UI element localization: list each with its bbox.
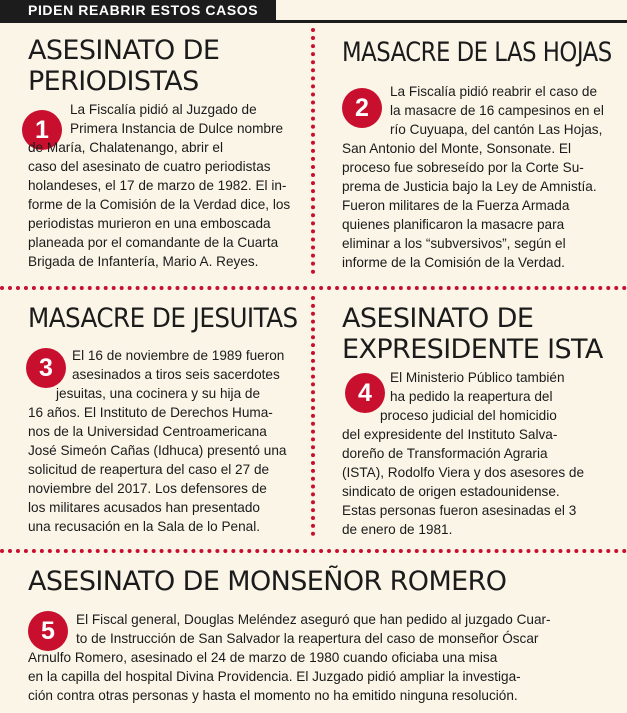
body-line: to de Instrucción de San Salvador la reapertura del caso de monseñor Óscar bbox=[76, 631, 539, 646]
divider-vertical-bottom bbox=[311, 296, 315, 536]
case-number-badge: 3 bbox=[26, 348, 66, 388]
header-title: PIDEN REABRIR ESTOS CASOS bbox=[0, 0, 276, 20]
case-title-line: EXPRESIDENTE ISTA bbox=[342, 334, 603, 365]
case-title-line: PERIODISTAS bbox=[28, 66, 199, 97]
body-line: Fueron militares de la Fuerza Armada bbox=[342, 198, 570, 213]
body-line: caso del asesinato de cuatro periodistas bbox=[28, 159, 271, 174]
divider-horizontal-bottom bbox=[0, 549, 627, 553]
body-line: una recusación en la Sala de lo Penal. bbox=[28, 519, 261, 534]
divider-vertical-top bbox=[311, 28, 315, 274]
body-line: de María, Chalatenango, abrir el bbox=[28, 140, 223, 155]
body-line: proceso fue sobreseído por la Corte Su- bbox=[342, 160, 584, 175]
body-line: nos de la Universidad Centroamericana bbox=[28, 424, 267, 439]
body-line: Brigada de Infantería, Mario A. Reyes. bbox=[28, 254, 259, 269]
body-line: José Simeón Cañas (Idhuca) presentó una bbox=[28, 443, 287, 458]
body-line: El Ministerio Público también bbox=[390, 370, 565, 385]
case-title-line: MASACRE DE JESUITAS bbox=[28, 303, 298, 334]
case-number-badge: 2 bbox=[342, 88, 382, 128]
case-body bbox=[28, 610, 613, 705]
body-line: La Fiscalía pidió al Juzgado de bbox=[70, 102, 257, 117]
body-line: holandeses, el 17 de marzo de 1982. El in- bbox=[28, 178, 287, 193]
body-line: planeada por el comandante de la Cuarta bbox=[28, 235, 279, 250]
body-line: prema de Justicia bajo la Ley de Amnistía. bbox=[342, 179, 597, 194]
divider-horizontal-middle bbox=[0, 286, 627, 290]
body-line: eliminar a los “subversivos”, según el bbox=[342, 236, 566, 251]
body-line: La Fiscalía pidió reabrir el caso de bbox=[390, 84, 598, 99]
body-line: sindicato de origen estadounidense. bbox=[342, 484, 560, 499]
case-title-line: ASESINATO DE bbox=[342, 303, 534, 334]
case-number-badge: 4 bbox=[345, 373, 385, 413]
body-line: forme de la Comisión de la Verdad dice, los bbox=[28, 197, 291, 212]
body-line: ción contra otras personas y hasta el momento no ha emitido ninguna resolución. bbox=[28, 688, 518, 703]
body-line: jesuitas, una cocinera y su hija de bbox=[56, 386, 261, 401]
case-body bbox=[28, 100, 290, 271]
body-line: asesinados a tiros seis sacerdotes bbox=[72, 367, 280, 382]
body-line: Arnulfo Romero, asesinado el 24 de marzo de 1980 cuando oficiaba una misa bbox=[28, 650, 498, 665]
case-body bbox=[342, 82, 608, 272]
case-title-line: MASACRE DE LAS HOJAS bbox=[342, 37, 612, 68]
body-line: río Cuyuapa, del cantón Las Hojas, bbox=[390, 122, 603, 137]
case-number-badge: 1 bbox=[22, 110, 62, 150]
body-line: informe de la Comisión de la Verdad. bbox=[342, 255, 565, 270]
body-line: la masacre de 16 campesinos en el bbox=[390, 103, 604, 118]
body-line: periodistas murieron en una emboscada bbox=[28, 216, 271, 231]
case-body bbox=[342, 368, 608, 539]
body-line: de enero de 1981. bbox=[342, 522, 453, 537]
body-line: proceso judicial del homicidio bbox=[380, 408, 557, 423]
body-line: noviembre del 2017. Los defensores de bbox=[28, 481, 267, 496]
body-line: ha pedido la reapertura del bbox=[390, 389, 553, 404]
body-line: El 16 de noviembre de 1989 fueron bbox=[72, 348, 285, 363]
body-line: (ISTA), Rodolfo Viera y dos asesores de bbox=[342, 465, 585, 480]
case-number-badge: 5 bbox=[28, 611, 68, 651]
body-line: del expresidente del Instituto Salva- bbox=[342, 427, 558, 442]
body-line: en la capilla del hospital Divina Providencia. El Juzgado pidió ampliar la investiga- bbox=[28, 669, 521, 684]
body-line: 16 años. El Instituto de Derechos Huma- bbox=[28, 405, 273, 420]
case-title-line: ASESINATO DE MONSEÑOR ROMERO bbox=[28, 566, 507, 597]
body-line: quienes planificaron la masacre para bbox=[342, 217, 565, 232]
body-line: doreño de Transformación Agraria bbox=[342, 446, 548, 461]
body-line: los militares acusados han presentado bbox=[28, 500, 260, 515]
body-line: San Antonio del Monte, Sonsonate. El bbox=[342, 141, 571, 156]
body-line: El Fiscal general, Douglas Meléndez aseguró que han pedido al juzgado Cuar- bbox=[76, 612, 551, 627]
case-title-line: ASESINATO DE bbox=[28, 35, 220, 66]
body-line: Primera Instancia de Dulce nombre bbox=[70, 121, 284, 136]
body-line: Estas personas fueron asesinadas el 3 bbox=[342, 503, 577, 518]
body-line: solicitud de reapertura del caso el 27 de bbox=[28, 462, 270, 477]
case-body bbox=[28, 346, 292, 536]
header-rule bbox=[0, 20, 627, 23]
